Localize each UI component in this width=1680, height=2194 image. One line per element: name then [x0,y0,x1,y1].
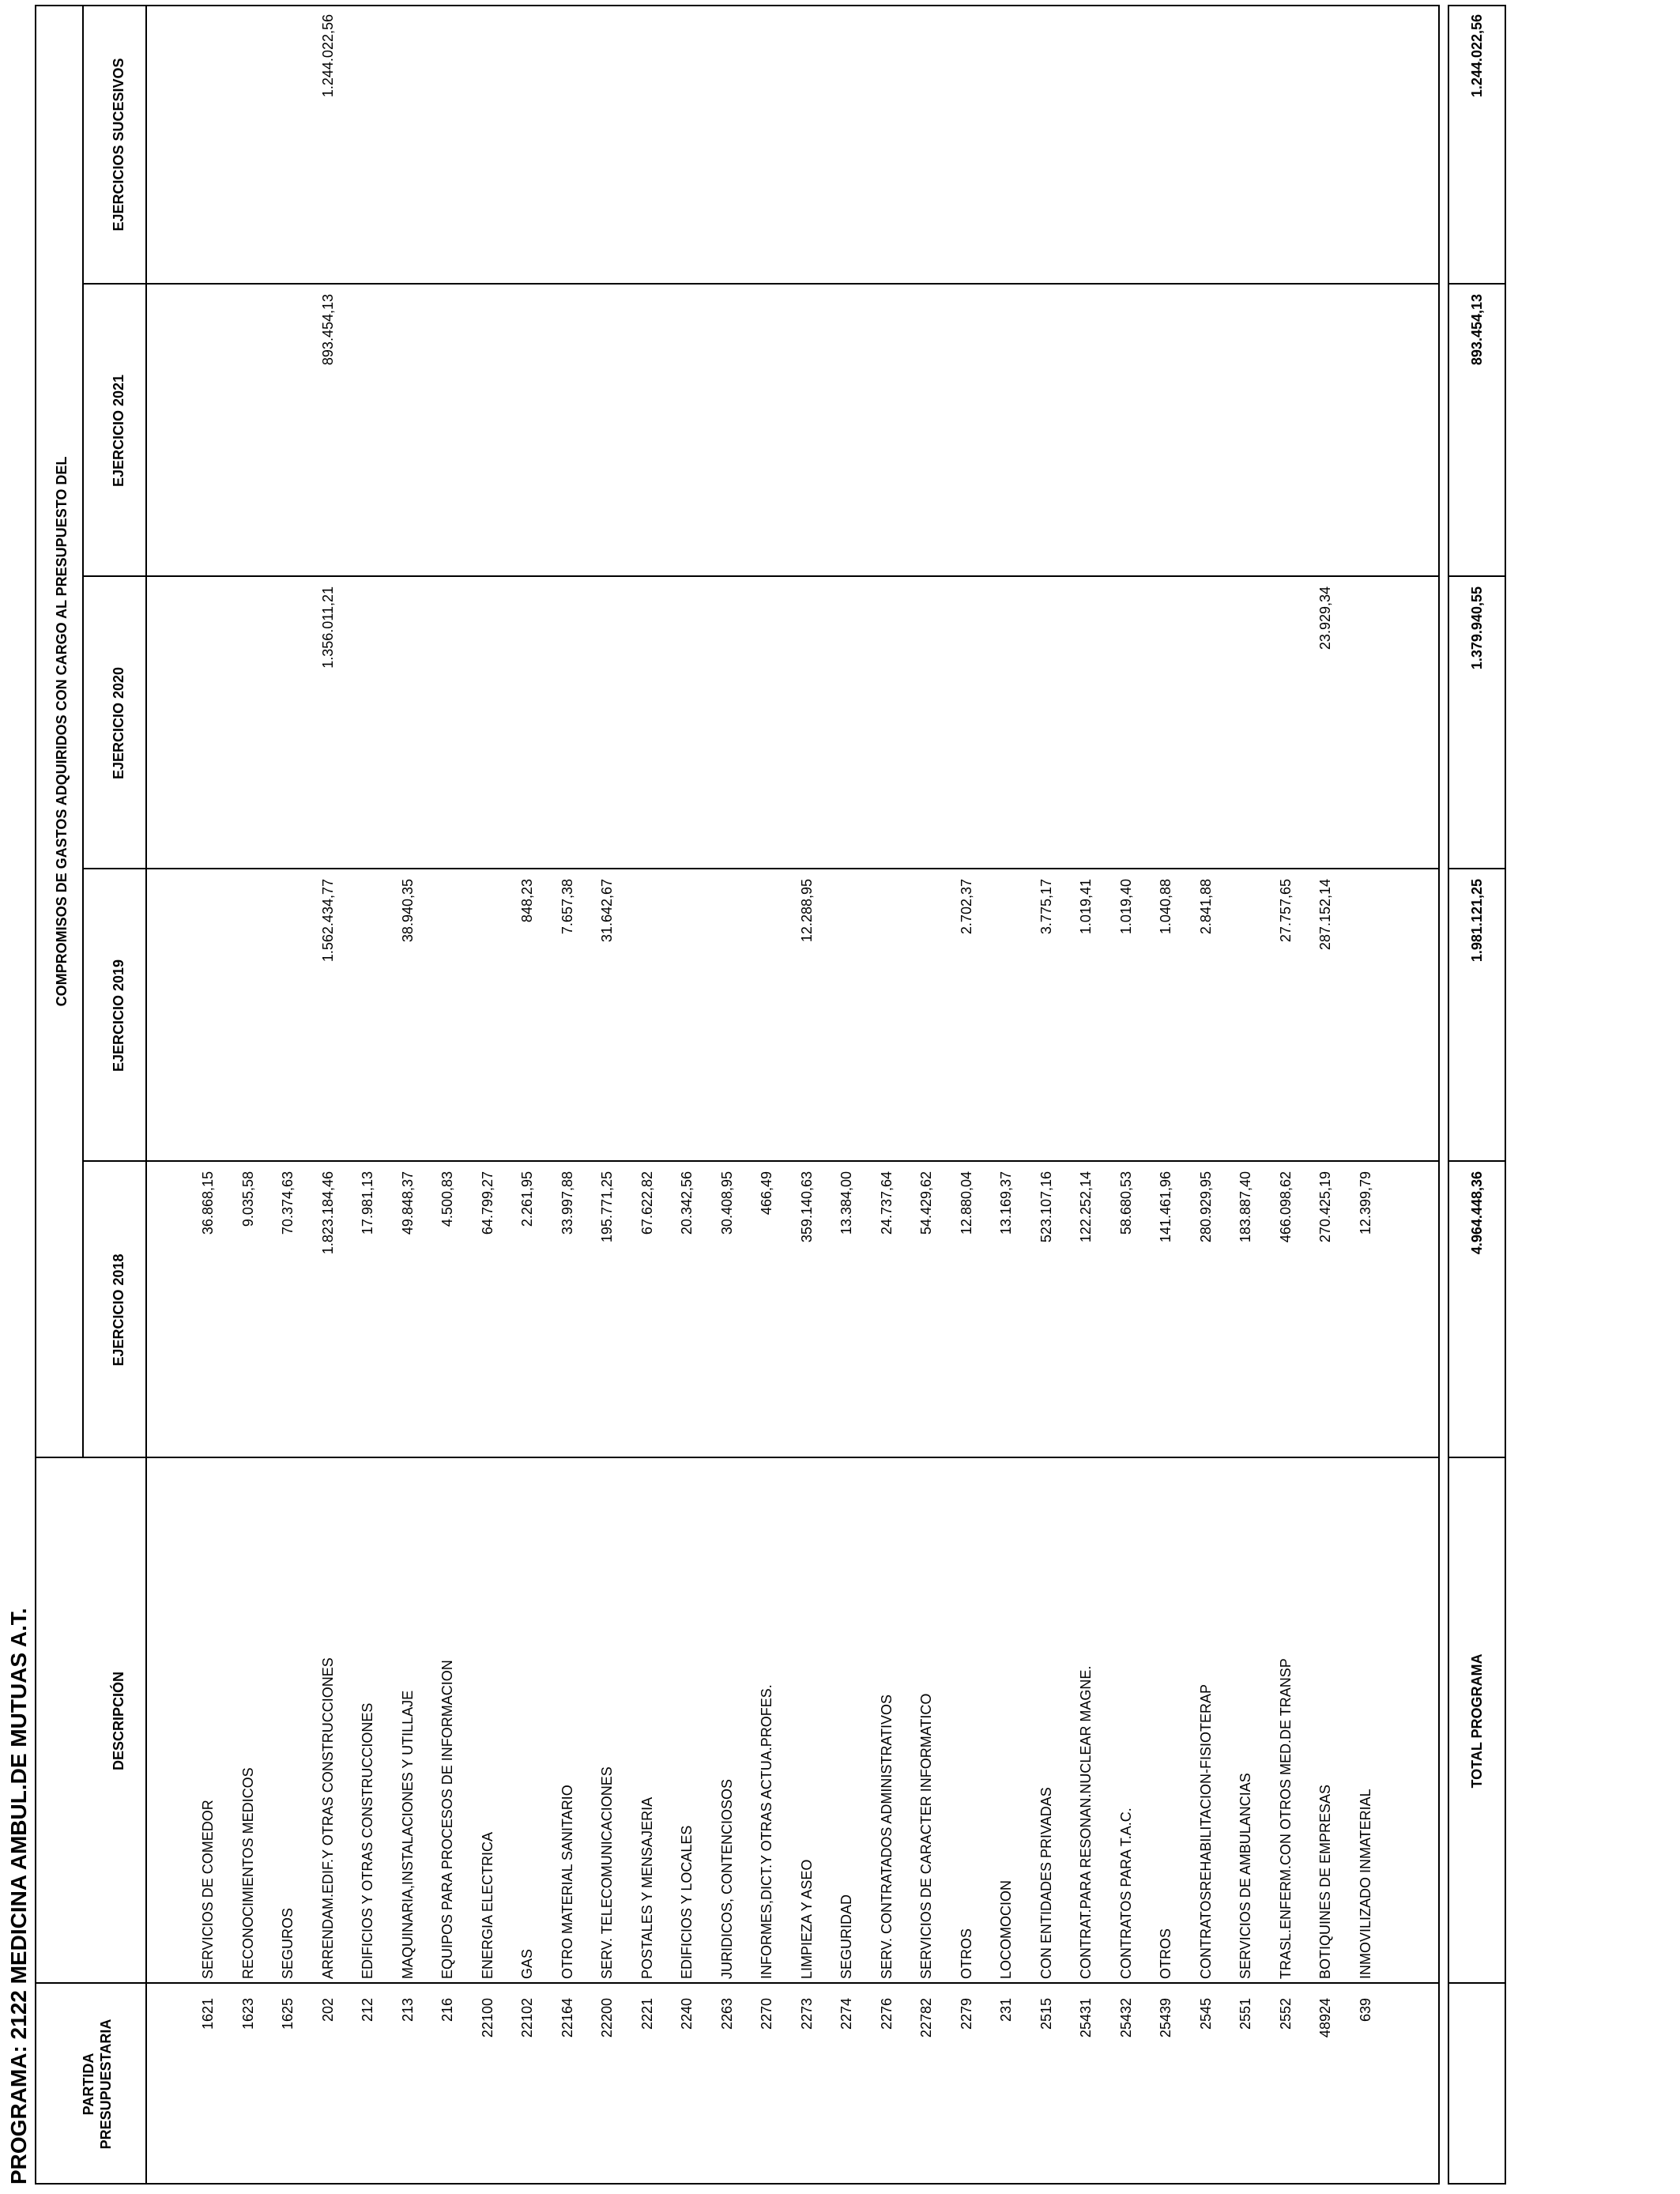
row-2018: 270.425,19 [1317,1171,1333,1243]
row-2019: 12.288,95 [798,879,815,943]
row-description: SERVICIOS DE AMBULANCIAS [1237,1773,1253,1979]
row-description: POSTALES Y MENSAJERIA [638,1796,655,1979]
row-code: 1625 [280,1998,296,2030]
row-description: EDIFICIOS Y OTRAS CONSTRUCCIONES [360,1702,375,1979]
row-2018: 54.429,62 [918,1171,934,1235]
row-code: 25431 [1078,1998,1094,2038]
row-code: 2221 [638,1998,655,2030]
row-description: SERVICIOS DE CARACTER INFORMATICO [918,1693,934,1979]
row-2018: 17.981,13 [360,1171,375,1235]
row-2018: 359.140,63 [798,1171,815,1243]
row-2018: 1.823.184,46 [319,1171,336,1255]
row-code: 231 [998,1998,1014,2022]
total-2019: 1.981.121,25 [1469,879,1485,963]
row-description: ARRENDAM.EDIF.Y OTRAS CONSTRUCCIONES [319,1657,336,1979]
row-code: 2552 [1277,1998,1294,2030]
row-2018: 466,49 [759,1171,774,1216]
total-2021: 893.454,13 [1469,294,1485,366]
row-code: 2240 [679,1998,695,2030]
row-description: SERV. TELECOMUNICACIONES [599,1766,615,1979]
row-code: 22102 [519,1998,535,2038]
row-description: LIMPIEZA Y ASEO [798,1859,815,1979]
row-2019: 3.775,17 [1038,879,1054,935]
header-descripcion: DESCRIPCIÓN [111,1672,126,1771]
row-code: 25439 [1158,1998,1173,2038]
row-code: 22782 [918,1998,934,2038]
row-2019: 1.019,40 [1117,879,1134,935]
row-code: 2515 [1038,1998,1054,2030]
row-description: OTRO MATERIAL SANITARIO [559,1785,575,1979]
row-2018: 2.261,95 [519,1171,535,1227]
row-2018: 280.929,95 [1197,1171,1214,1243]
row-2019: 2.841,88 [1197,879,1214,935]
row-description: BOTIQUINES DE EMPRESAS [1317,1784,1333,1979]
row-code: 25432 [1117,1998,1134,2038]
row-code: 1621 [200,1998,216,2030]
row-code: 22164 [559,1998,575,2038]
row-2020: 1.356.011,21 [319,586,336,669]
row-code: 213 [399,1998,416,2022]
row-2018: 13.169,37 [998,1171,1014,1235]
row-description: SERVICIOS DE COMEDOR [200,1800,216,1979]
row-2018: 9.035,58 [239,1171,256,1227]
row-2019: 1.040,88 [1158,879,1173,935]
row-2018: 36.868,15 [200,1171,216,1235]
row-sucesivos: 1.244.022,56 [319,14,336,98]
row-description: OTROS [1158,1928,1173,1979]
row-description: CONTRATOSREHABILITACION-FISIOTERAP [1197,1683,1214,1979]
row-description: SEGUROS [280,1907,296,1979]
row-2018: 67.622,82 [638,1171,655,1235]
row-code: 22100 [479,1998,495,2038]
total-2020: 1.379.940,55 [1469,586,1485,670]
row-2018: 24.737,64 [878,1171,895,1235]
row-description: CONTRATOS PARA T.A.C. [1117,1808,1134,1979]
row-2018: 122.252,14 [1078,1171,1094,1243]
row-2018: 20.342,56 [679,1171,695,1235]
row-2019: 287.152,14 [1317,879,1333,951]
row-2018: 64.799,27 [479,1171,495,1235]
row-2019: 31.642,67 [599,879,615,943]
header-ejercicio-2021: EJERCICIO 2021 [111,374,126,488]
row-code: 1623 [239,1998,256,2030]
row-2018: 183.887,40 [1237,1171,1253,1243]
row-2018: 58.680,53 [1117,1171,1134,1235]
header-partida-line2: PRESUPUESTARIA [98,2019,114,2150]
row-2019: 1.562.434,77 [319,879,336,963]
row-2018: 4.500,83 [439,1171,455,1227]
row-code: 2276 [878,1998,895,2030]
row-2018: 13.384,00 [838,1171,854,1235]
row-2019: 1.019,41 [1078,879,1094,935]
row-2018: 12.399,79 [1357,1171,1373,1235]
row-2018: 30.408,95 [718,1171,735,1235]
row-code: 2279 [958,1998,974,2030]
row-2018: 466.098,62 [1277,1171,1294,1243]
row-2018: 141.461,96 [1158,1171,1173,1243]
row-code: 216 [439,1998,455,2022]
row-description: SEGURIDAD [838,1894,854,1979]
row-2019: 27.757,65 [1277,879,1294,943]
page-title: PROGRAMA: 2122 MEDICINA AMBUL.DE MUTUAS A.T. [6,1608,31,2185]
row-2020: 23.929,34 [1317,586,1333,650]
row-2018: 195.771,25 [599,1171,615,1243]
row-2019: 38.940,35 [399,879,416,943]
row-2019: 7.657,38 [559,879,575,935]
row-description: ENERGIA ELECTRICA [479,1831,495,1979]
row-code: 212 [360,1998,375,2022]
header-ejercicio-2018: EJERCICIO 2018 [111,1253,126,1367]
total-sucesivos: 1.244.022,56 [1469,14,1485,98]
row-description: INMOVILIZADO INMATERIAL [1357,1789,1373,1979]
row-code: 202 [319,1998,336,2022]
row-code: 22200 [599,1998,615,2038]
row-description: EQUIPOS PARA PROCESOS DE INFORMACION [439,1660,455,1979]
row-description: JURIDICOS, CONTENCIOSOS [718,1778,735,1979]
row-code: 2551 [1237,1998,1253,2030]
row-2018: 33.997,88 [559,1171,575,1235]
row-description: RECONOCIMIENTOS MEDICOS [239,1767,256,1979]
row-description: OTROS [958,1928,974,1979]
row-description: INFORMES,DICT.Y OTRAS ACTUA.PROFES. [759,1684,774,1979]
row-description: CONTRAT.PARA RESONAN.NUCLEAR MAGNE. [1078,1665,1094,1979]
row-2018: 70.374,63 [280,1171,296,1235]
row-code: 2270 [759,1998,774,2030]
row-2018: 12.880,04 [958,1171,974,1235]
row-description: MAQUINARIA,INSTALACIONES Y UTILLAJE [399,1690,416,1979]
row-description: TRASL.ENFERM.CON OTROS MED.DE TRANSP [1277,1658,1294,1979]
row-2019: 2.702,37 [958,879,974,935]
header-ejercicios-sucesivos: EJERCICIOS SUCESIVOS [111,58,126,232]
row-description: LOCOMOCION [998,1879,1014,1979]
row-code: 2274 [838,1998,854,2030]
row-2018: 49.848,37 [399,1171,416,1235]
row-description: GAS [519,1948,535,1979]
row-code: 2273 [798,1998,815,2030]
row-code: 2545 [1197,1998,1214,2030]
row-2018: 523.107,16 [1038,1171,1054,1243]
row-2019: 848,23 [519,879,535,923]
header-compromisos: COMPROMISOS DE GASTOS ADQUIRIDOS CON CARGO AL PRESUPUESTO DEL [54,456,70,1007]
row-description: CON ENTIDADES PRIVADAS [1038,1787,1054,1979]
header-partida-line1: PARTIDA [81,2053,96,2116]
header-ejercicio-2020: EJERCICIO 2020 [111,666,126,780]
row-code: 2263 [718,1998,735,2030]
row-description: SERV. CONTRATADOS ADMINISTRATIVOS [878,1694,895,1979]
header-ejercicio-2019: EJERCICIO 2019 [111,959,126,1072]
row-code: 48924 [1317,1998,1333,2038]
row-code: 639 [1357,1998,1373,2022]
total-label: TOTAL PROGRAMA [1469,1653,1485,1789]
row-description: EDIFICIOS Y LOCALES [679,1825,695,1979]
total-2018: 4.964.448,36 [1469,1171,1485,1255]
row-2021: 893.454,13 [319,294,336,366]
